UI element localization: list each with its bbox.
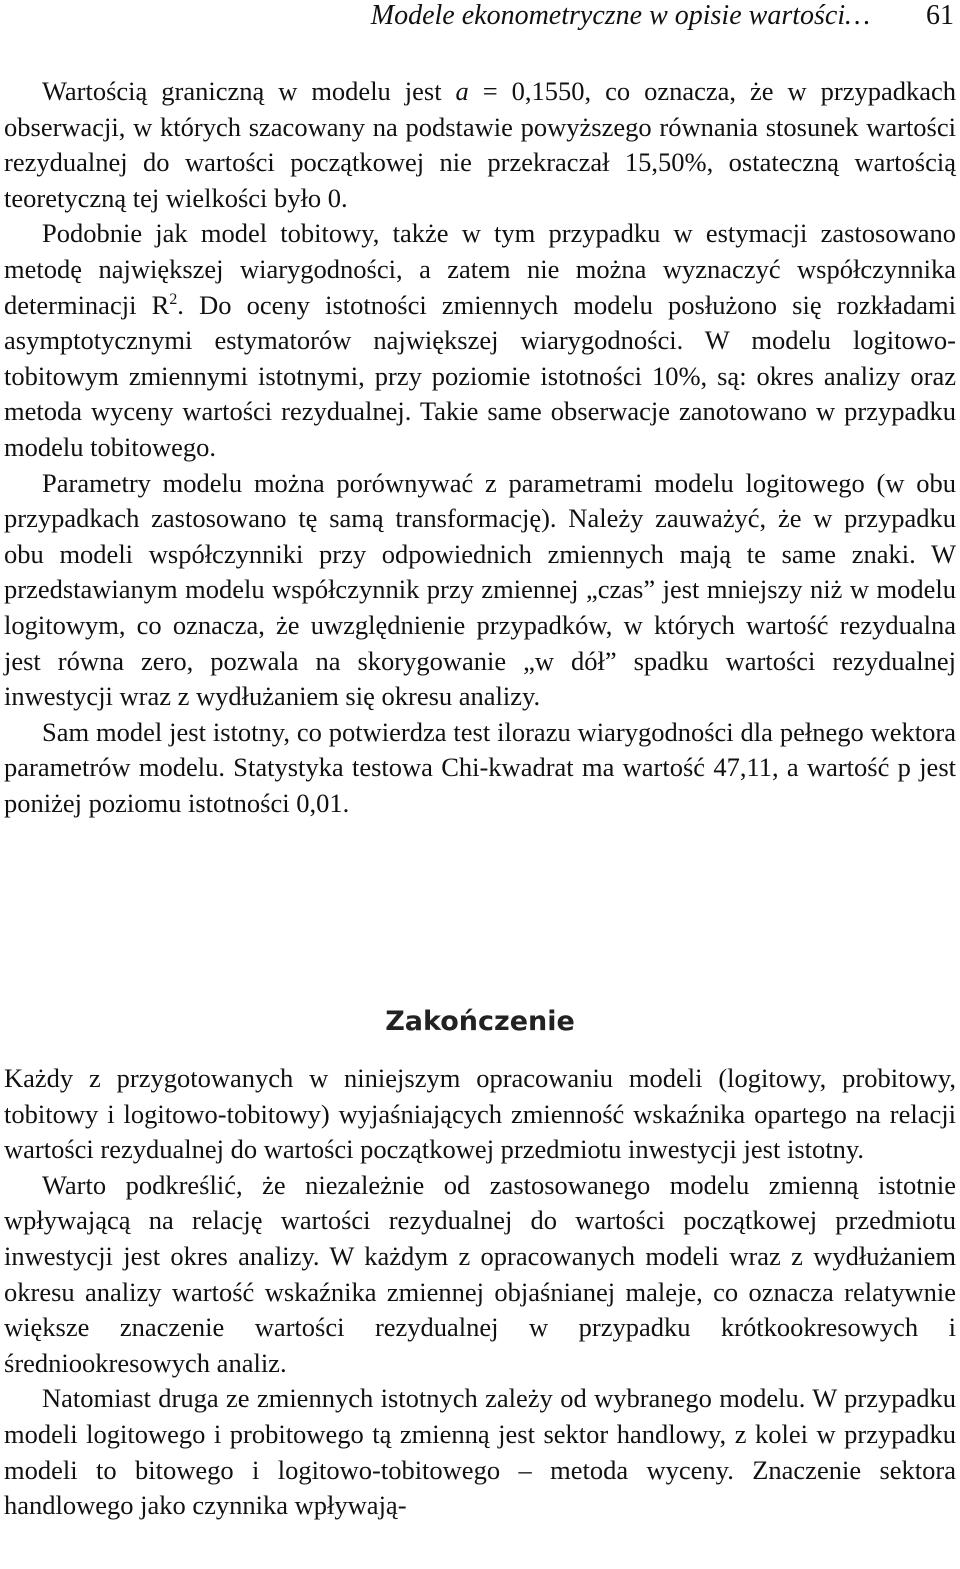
paragraph: Parametry modelu można porównywać z parametrami modelu logitowego (w obu przypadkach zastosowano tę samą transformację). Należy zauważyć, że w przypadku obu modeli współczynniki przy odpowiednich zmiennych mają te same znaki. W przedstawianym modelu współczynnik przy zmiennej „czas” jest mniejszy niż w modelu logitowym, co oznacza, że uwzględnienie przypadków, w których wartość rezydualna jest równa zero, pozwala na skorygowanie „w dół” spadku wartości rezydualnej inwestycji wraz z wydłużaniem się okresu analizy.: [4, 467, 956, 712]
paragraph: [4, 74, 956, 216]
body-text: [4, 74, 956, 821]
paragraph: [4, 216, 956, 465]
variable-a: a: [455, 76, 469, 106]
conclusion-text: [4, 1061, 956, 1524]
section-heading: Zakończenie: [385, 1006, 575, 1038]
text-run: Wartością graniczną w modelu jest: [42, 76, 456, 106]
superscript: 2: [169, 290, 178, 308]
text-run: Podobnie jak model tobitowy, także w tym przypadku w estymacji zastosowano metodę największej wiarygodności, a zatem nie można wyznaczyć współczynnika determinacji R: [4, 218, 956, 320]
paragraph: Każdy z przygotowanych w niniejszym opracowaniu modeli (logitowy, probitowy, tobitowy i logitowo-tobitowy) wyjaśniających zmienność wskaźnika opartego na relacji wartości rezydualnej do wartości początkowej przedmiotu inwestycji jest istotny.: [4, 1063, 956, 1165]
paragraph: Warto podkreślić, że niezależnie od zastosowanego modelu zmienną istotnie wpływającą na relację wartości rezydualnej do wartości początkowej przedmiotu inwestycji jest okres analizy. W każdym z opracowanych modeli wraz z wydłużaniem okresu analizy wartość wskaźnika zmiennej objaśnianej maleje, co oznacza relatywnie większe znaczenie wartości rezydualnej w przypadku krótkookresowych i średniookresowych analiz.: [4, 1169, 956, 1378]
text-run: = 0,1550, co oznacza, że w przypadkach obserwacji, w których szacowany na podstawie powyższego równania stosunek wartości rezydualnej do wartości początkowej nie przekraczał 15,50%, ostateczną wartością teoretyczną tej wielkości było 0.: [4, 76, 956, 213]
running-head: [0, 0, 960, 40]
paragraph: Sam model jest istotny, co potwierdza test ilorazu wiarygodności dla pełnego wektora parametrów modelu. Statystyka testowa Chi-kwadrat ma wartość 47,11, a wartość p jest poniżej poziomu istotności 0,01.: [4, 716, 956, 818]
running-head-title: Modele ekonometryczne w opisie wartości…: [370, 0, 870, 31]
page-number: 61: [926, 0, 954, 31]
paragraph: Natomiast druga ze zmiennych istotnych zależy od wybranego modelu. W przypadku modeli logitowego i probitowego tą zmienną jest sektor handlowy, z kolei w przypadku modeli to bitowego i logitowo-tobitowego – metoda wyceny. Znaczenie sektora handlowego jako czynnika wpływają-: [4, 1383, 956, 1521]
text-run: . Do oceny istotności zmiennych modelu posłużono się rozkładami asymptotycznymi estymatorów największej wiarygodności. W modelu logitowo-tobitowym zmiennymi istotnymi, przy poziomie istotności 10%, są: okres analizy oraz metoda wyceny wartości rezydualnej. Takie same obserwacje zanotowano w przypadku modelu tobitowego.: [4, 289, 956, 462]
